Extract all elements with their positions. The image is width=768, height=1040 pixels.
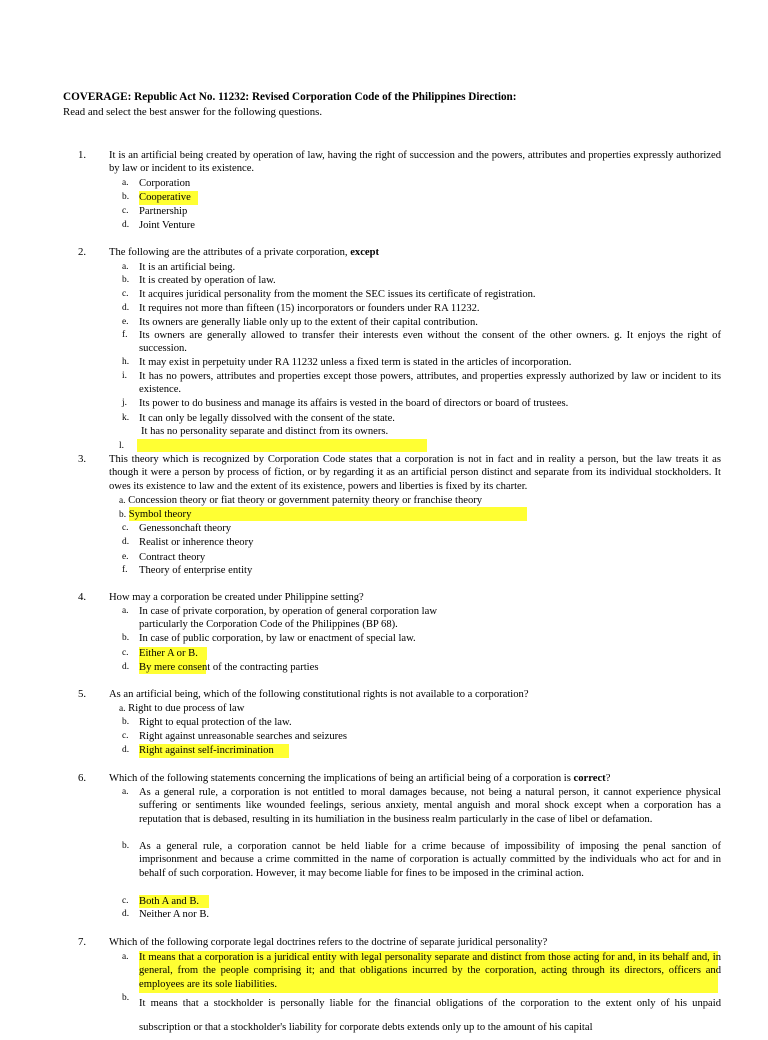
q3-option-d[interactable]: Realist or inherence theory — [139, 537, 254, 548]
q3-option-e[interactable]: Contract theory — [139, 552, 206, 563]
q4-option-b-letter: b. — [122, 633, 130, 643]
q6-option-a[interactable]: As a general rule, a corporation is not entitled to moral damages because, not being a natural person, it cannot experience physical suffering or sentiments like wounded feelings, serious anxiety, mental anguish and moral shock except when a corporation has a reputation that is debased, resulting in its humiliation in the business realm particularly in the case of libel or defamation. — [139, 787, 721, 825]
q3-option-f-letter: f. — [122, 565, 128, 575]
q5-option-d[interactable]: Right against self-incrimination — [139, 745, 274, 756]
q2-option-b[interactable]: It is created by operation of law. — [139, 275, 276, 286]
question-4-text: How may a corporation be created under Philippine setting? — [109, 592, 364, 603]
q5-option-b-letter: b. — [122, 717, 130, 727]
q2-option-e-letter: e. — [122, 317, 129, 327]
q2-option-l[interactable]: It has no personality separate and distinct from its owners. — [141, 426, 389, 437]
q5-option-a[interactable] — [119, 702, 244, 716]
question-2-text-bold: except — [350, 247, 380, 258]
q7-option-b[interactable]: It means that a stockholder is personally liable for the financial obligations of the corporation to the extent only of his unpaid subscription or that a stockholder's liability for corporate debts extends only up to the amount of his capital — [139, 998, 721, 1033]
q2-option-f-letter: f. — [122, 330, 128, 340]
q6-option-d[interactable]: Neither A nor B. — [139, 909, 210, 920]
q3-option-c[interactable]: Genessonchaft theory — [139, 523, 232, 534]
q7-option-a-letter: a. — [122, 952, 129, 962]
question-6-text-bold: correct — [573, 773, 606, 784]
q7-option-b-letter: b. — [122, 993, 130, 1003]
q5-option-c[interactable]: Right against unreasonable searches and seizures — [139, 731, 347, 742]
q1-option-d[interactable]: Joint Venture — [139, 220, 196, 231]
q4-option-b[interactable]: In case of public corporation, by law or enactment of special law. — [139, 633, 416, 644]
question-1-number: 1. — [78, 149, 87, 161]
q1-option-c-letter: c. — [122, 206, 129, 216]
q4-option-c-letter: c. — [122, 648, 129, 658]
highlight-q2-l — [137, 439, 427, 452]
q1-option-d-letter: d. — [122, 220, 130, 230]
question-1-text: It is an artificial being created by operation of law, having the right of succession and the powers, attributes and properties expressly authorized by law or incident to its existence. — [109, 150, 721, 175]
q2-option-c[interactable]: It acquires juridical personality from the moment the SEC issues its certificate of registration. — [139, 289, 536, 300]
q2-option-j-letter: j. — [122, 398, 127, 408]
q1-option-a-letter: a. — [122, 178, 129, 188]
question-5-text: As an artificial being, which of the following constitutional rights is not available to a corporation? — [109, 689, 529, 700]
q4-option-a-letter: a. — [122, 606, 129, 616]
q1-option-c[interactable]: Partnership — [139, 206, 188, 217]
q2-option-d[interactable]: It requires not more than fifteen (15) incorporators or founders under RA 11232. — [139, 303, 480, 314]
q2-option-c-letter: c. — [122, 289, 129, 299]
q3-option-c-letter: c. — [122, 523, 129, 533]
q2-option-l-letter: l. — [119, 441, 124, 451]
q5-option-b[interactable]: Right to equal protection of the law. — [139, 717, 292, 728]
q6-option-d-letter: d. — [122, 909, 130, 919]
question-3-text: This theory which is recognized by Corporation Code states that a corporation is not in fact and in reality a person, but the law treats it as though it were a person by process of fiction, or by regarding it as an artificial person distinct and separate from its individual stockholders. It owes its existence to law and the extent of its existence, powers and liberties is fixed by its charter. — [109, 454, 721, 492]
q2-option-f[interactable]: Its owners are generally allowed to transfer their interests even without the consent of the other owners. g. It enjoys the right of succession. — [139, 330, 721, 355]
q4-option-c[interactable]: Either A or B. — [139, 648, 198, 659]
q2-option-k-letter: k. — [122, 413, 130, 423]
q2-option-i[interactable]: It has no powers, attributes and properties except those powers, attributes, and properties expressly authorized by law or incident to its existence. — [139, 371, 721, 396]
q4-option-d-letter: d. — [122, 662, 130, 672]
question-5-number: 5. — [78, 688, 87, 700]
q3-option-a[interactable] — [119, 494, 482, 508]
q2-option-h-letter: h. — [122, 357, 130, 367]
question-4-number: 4. — [78, 591, 87, 603]
q3-option-b[interactable] — [119, 508, 191, 522]
q3-option-a-letter: a. — [119, 496, 126, 506]
q5-option-c-letter: c. — [122, 731, 129, 741]
q4-option-d[interactable]: By mere consent of the contracting parties — [139, 662, 319, 673]
q2-option-j[interactable]: Its power to do business and manage its affairs is vested in the board of directors or board of trustees. — [139, 398, 569, 409]
q1-option-b[interactable]: Cooperative — [139, 192, 191, 203]
q6-option-b-letter: b. — [122, 841, 130, 851]
q3-option-e-letter: e. — [122, 552, 129, 562]
q2-option-d-letter: d. — [122, 303, 130, 313]
q2-option-e[interactable]: Its owners are generally liable only up to the extent of their capital contribution. — [139, 317, 478, 328]
q2-option-i-letter: i. — [122, 371, 127, 381]
question-6-text-end: ? — [605, 773, 611, 784]
q2-option-b-letter: b. — [122, 275, 130, 285]
q3-option-b-letter: b. — [119, 510, 127, 520]
q7-option-a[interactable]: It means that a corporation is a juridical entity with legal personality separate and distinct from those acting for and, in its behalf and, in general, from the people comprising it; and that obligations incurred by the corporation, acting through its directors, officers and employees are its sole liabilities. — [139, 952, 721, 990]
question-2-number: 2. — [78, 246, 87, 258]
q4-option-a[interactable]: In case of private corporation, by operation of general corporation law particularly the Corporation Code of the Philippines (BP 68). — [139, 606, 437, 631]
q3-option-b-text: Symbol theory — [128, 509, 192, 520]
q6-option-a-letter: a. — [122, 787, 129, 797]
direction-text: Read and select the best answer for the following questions. — [63, 106, 323, 118]
q3-option-a-text: Concession theory or fiat theory or government paternity theory or franchise theory — [128, 495, 483, 506]
question-6-text-main: Which of the following statements concerning the implications of being an artificial being of a corporation is — [109, 773, 574, 784]
question-3-number: 3. — [78, 453, 87, 465]
q1-option-b-letter: b. — [122, 192, 130, 202]
coverage-heading: COVERAGE: Republic Act No. 11232: Revised Corporation Code of the Philippines Direction: — [63, 91, 517, 103]
question-7-text: Which of the following corporate legal doctrines refers to the doctrine of separate juridical personality? — [109, 937, 548, 948]
q6-option-c[interactable]: Both A and B. — [139, 896, 200, 907]
question-6-text — [109, 772, 721, 785]
q2-option-k[interactable]: It can only be legally dissolved with the consent of the state. — [139, 413, 395, 424]
q5-option-d-letter: d. — [122, 745, 130, 755]
q6-option-c-letter: c. — [122, 896, 129, 906]
q3-option-d-letter: d. — [122, 537, 130, 547]
q1-option-a[interactable]: Corporation — [139, 178, 191, 189]
q2-option-h[interactable]: It may exist in perpetuity under RA 11232 unless a fixed term is stated in the articles of incorporation. — [139, 357, 572, 368]
question-6-number: 6. — [78, 772, 87, 784]
q5-option-a-text: Right to due process of law — [128, 703, 245, 714]
question-2-text-main: The following are the attributes of a private corporation, — [109, 247, 351, 258]
q3-option-f[interactable]: Theory of enterprise entity — [139, 565, 253, 576]
question-7-number: 7. — [78, 936, 87, 948]
q5-option-a-letter: a. — [119, 704, 126, 714]
q2-option-a-letter: a. — [122, 262, 129, 272]
q2-option-a[interactable]: It is an artificial being. — [139, 262, 236, 273]
question-2-text — [109, 246, 721, 259]
q6-option-b[interactable]: As a general rule, a corporation cannot be held liable for a crime because of impossibility of imposing the penal sanction of imprisonment and because a crime committed in the name of corporation is actually committed by the individuals who act for and in behalf of such corporation. However, it may become liable for fines to be imposed in the criminal action. — [139, 841, 721, 879]
